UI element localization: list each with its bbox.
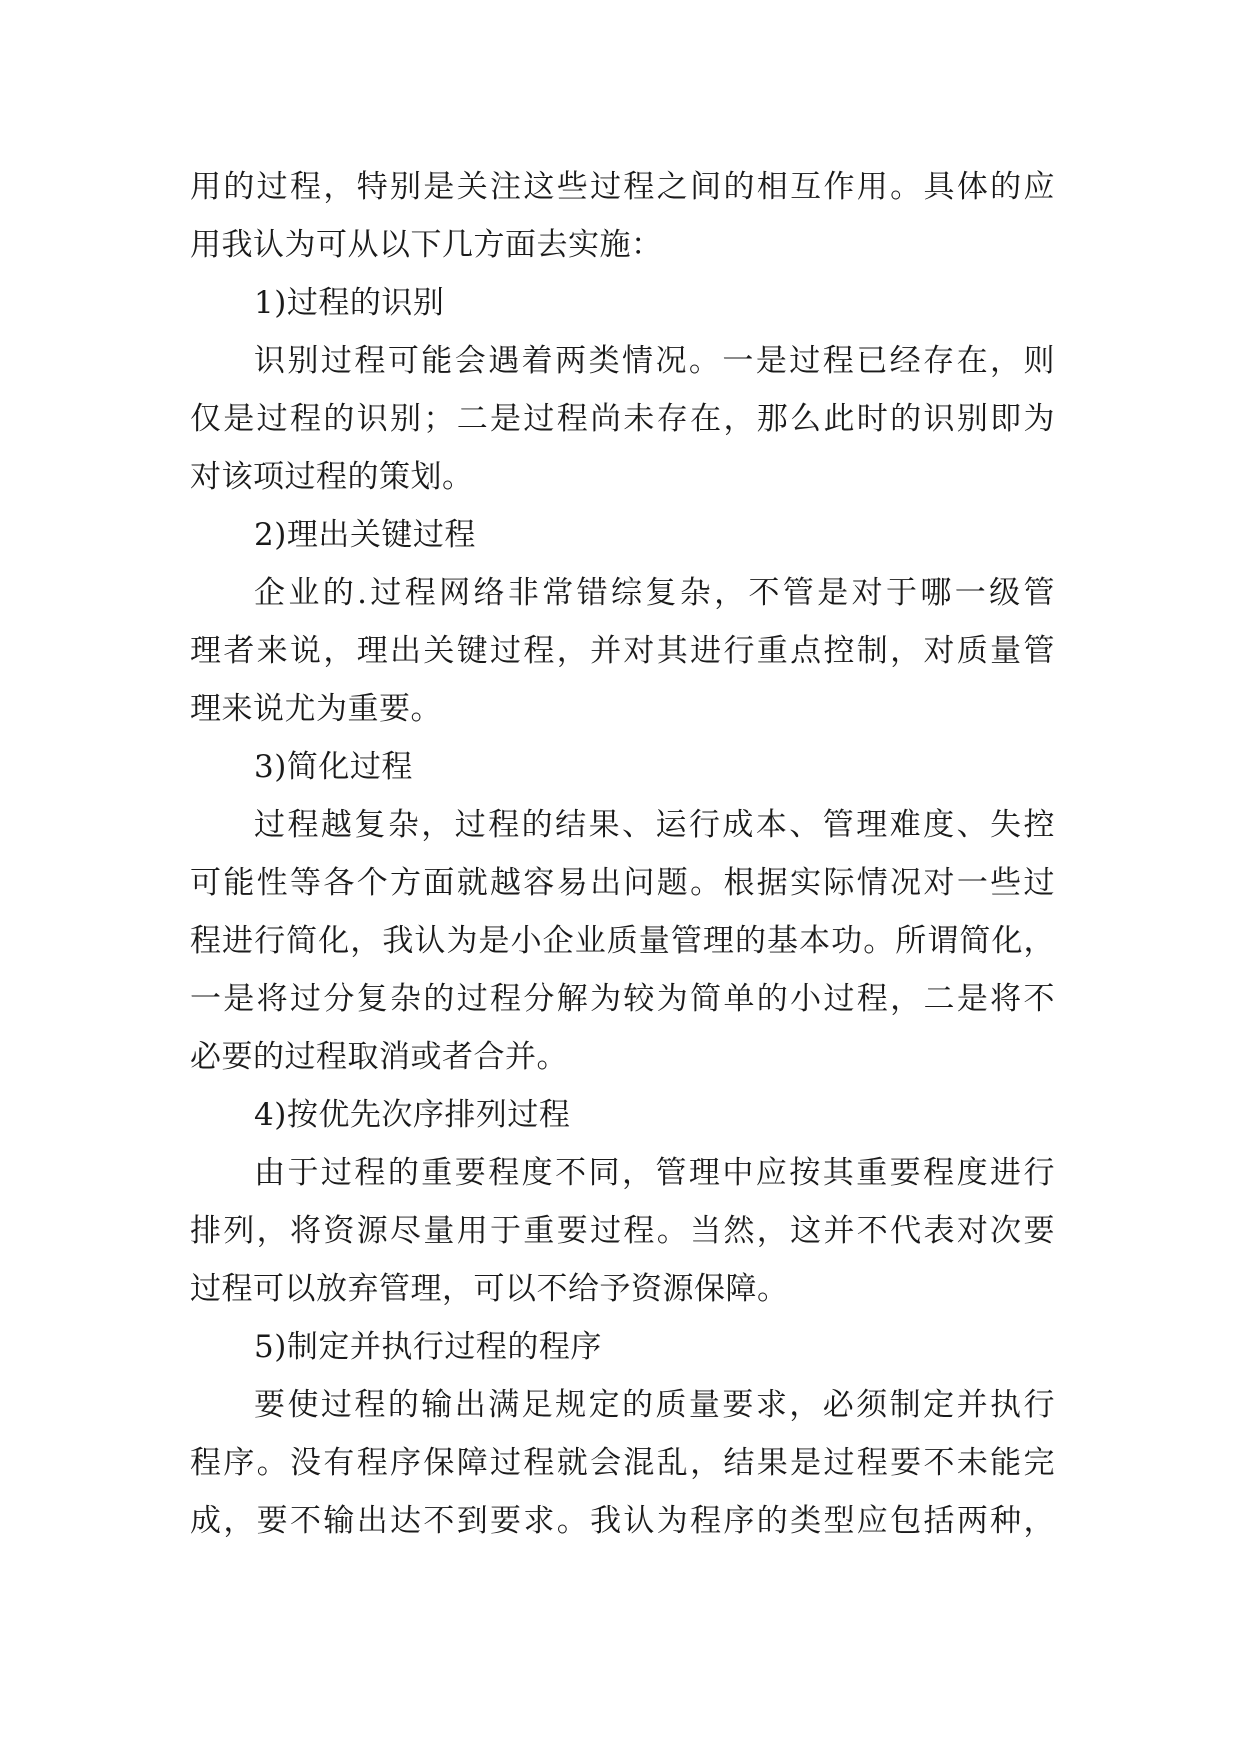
text-line: 程进行简化，我认为是小企业质量管理的基本功。所谓简化， bbox=[190, 923, 1055, 959]
text-line: 一是将过分复杂的过程分解为较为简单的小过程，二是将不 bbox=[190, 981, 1055, 1017]
text-line: 用我认为可从以下几方面去实施： bbox=[190, 227, 663, 263]
text-line: 用的过程，特别是关注这些过程之间的相互作用。具体的应 bbox=[190, 169, 1055, 205]
section-heading: 1)过程的识别 bbox=[254, 285, 445, 321]
text-line: 理来说尤为重要。 bbox=[190, 691, 442, 727]
text-line: 对该项过程的策划。 bbox=[190, 459, 474, 495]
text-line: 过程可以放弃管理，可以不给予资源保障。 bbox=[190, 1271, 789, 1307]
text-line: 由于过程的重要程度不同，管理中应按其重要程度进行 bbox=[254, 1155, 1055, 1191]
text-line: 排列，将资源尽量用于重要过程。当然，这并不代表对次要 bbox=[190, 1213, 1055, 1249]
text-line: 仅是过程的识别；二是过程尚未存在，那么此时的识别即为 bbox=[190, 401, 1055, 437]
text-line: 理者来说，理出关键过程，并对其进行重点控制，对质量管 bbox=[190, 633, 1055, 669]
document-body bbox=[190, 158, 1055, 1550]
section-heading: 4)按优先次序排列过程 bbox=[254, 1097, 571, 1133]
section-heading: 3)简化过程 bbox=[254, 749, 413, 785]
text-line: 企业的.过程网络非常错综复杂，不管是对于哪一级管 bbox=[254, 575, 1055, 611]
text-line: 程序。没有程序保障过程就会混乱，结果是过程要不未能完 bbox=[190, 1445, 1055, 1481]
text-line: 过程越复杂，过程的结果、运行成本、管理难度、失控 bbox=[254, 807, 1055, 843]
text-line: 识别过程可能会遇着两类情况。一是过程已经存在，则 bbox=[254, 343, 1055, 379]
text-line: 必要的过程取消或者合并。 bbox=[190, 1039, 568, 1075]
text-line: 成，要不输出达不到要求。我认为程序的类型应包括两种， bbox=[190, 1503, 1055, 1539]
section-heading: 5)制定并执行过程的程序 bbox=[254, 1329, 602, 1365]
text-line: 可能性等各个方面就越容易出问题。根据实际情况对一些过 bbox=[190, 865, 1055, 901]
section-heading: 2)理出关键过程 bbox=[254, 517, 476, 553]
text-line: 要使过程的输出满足规定的质量要求，必须制定并执行 bbox=[254, 1387, 1055, 1423]
